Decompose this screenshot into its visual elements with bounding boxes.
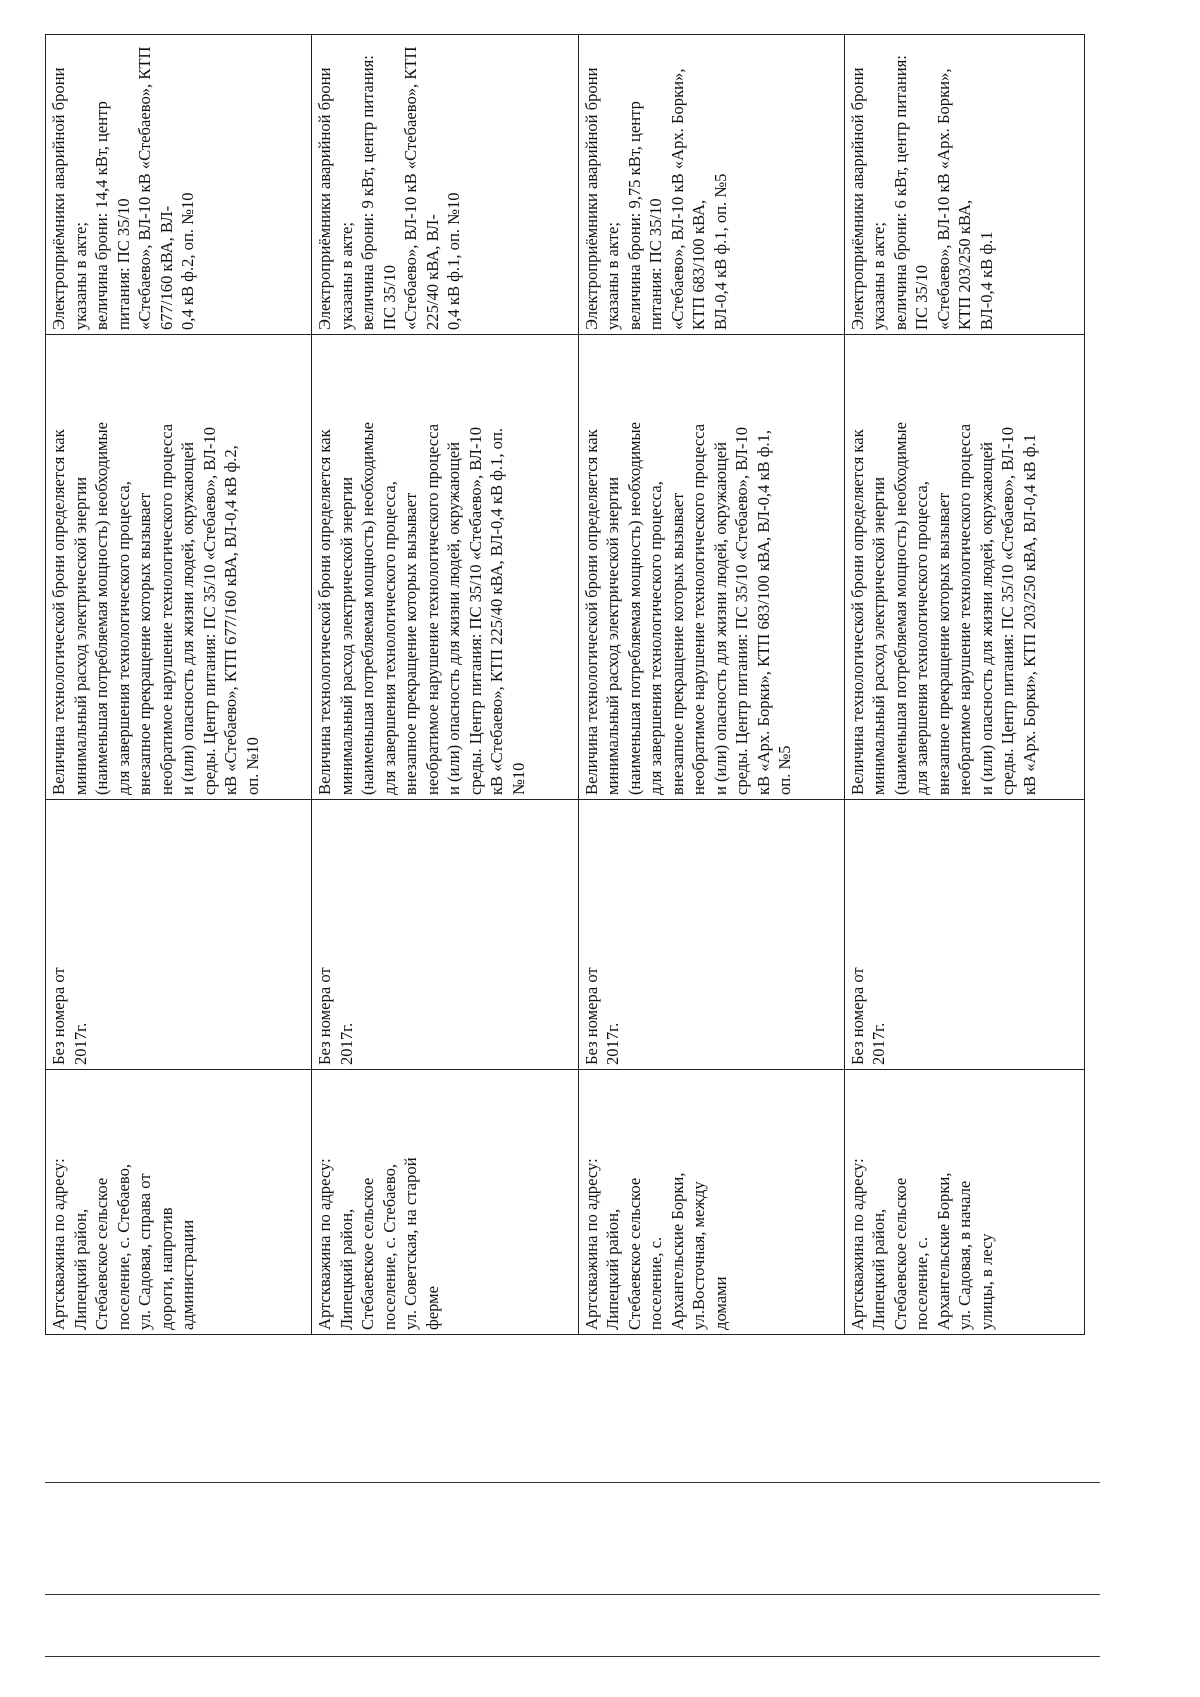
act-number-cell: Без номера от 2017г. [578,800,844,1070]
act-number-cell: Без номера от 2017г. [312,800,578,1070]
act-number-cell: Без номера от 2017г. [46,800,312,1070]
tech-reserve-cell: Величина технологической брони определяется как минимальный расход электрической энергии (наименьшая потребляемая мощность) необходимые для завершения технологического процесса, внезапное прекращение которых вызывает необратимое нарушение технологического процесса и (или) опасность для жизни людей, окружающей среды. Центр питания: ПС 35/10 «Стебаево», ВЛ-10 кВ «Стебаево», КТП 677/160 кВА, ВЛ-0,4 кВ ф.2, оп. №10 [46,335,312,800]
emergency-reserve-cell: Электроприёмники аварийной брони указаны в акте; величина брони: 9,75 кВт, центр питания: ПС 35/10 «Стебаево», ВЛ-10 кВ «Арх. Борки», КТП 683/100 кВА, ВЛ-0,4 кВ ф.1, оп. №5 [578,35,844,335]
act-number-cell: Без номера от 2017г. [844,800,1084,1070]
tech-reserve-cell: Величина технологической брони определяется как минимальный расход электрической энергии (наименьшая потребляемая мощность) необходимые для завершения технологического процесса, внезапное прекращение которых вызывает необратимое нарушение технологического процесса и (или) опасность для жизни людей, окружающей среды. Центр питания: ПС 35/10 «Стебаево», ВЛ-10 кВ «Арх. Борки», КТП 203/250 кВА, ВЛ-0,4 кВ ф.1 [844,335,1084,800]
object-address-cell: Артскважина по адресу: Липецкий район, Стебаевское сельское поселение, с. Архангельские Борки, ул.Восточная, между домами [578,1070,844,1335]
reservation-table [45,34,1085,1335]
object-address-cell: Артскважина по адресу: Липецкий район, Стебаевское сельское поселение, с. Стебаево, ул. Советская, на старой ферме [312,1070,578,1335]
horizontal-rule [45,1482,1100,1483]
table-row [312,35,578,1335]
rotated-table-wrapper [45,35,1085,1335]
horizontal-rule [45,1594,1100,1595]
emergency-reserve-cell: Электроприёмники аварийной брони указаны в акте; величина брони: 6 кВт, центр питания: ПС 35/10 «Стебаево», ВЛ-10 кВ «Арх. Борки», КТП 203/250 кВА, ВЛ-0,4 кВ ф.1 [844,35,1084,335]
table-row [844,35,1084,1335]
object-address-cell: Артскважина по адресу: Липецкий район, Стебаевское сельское поселение, с. Архангельские Борки, ул. Садовая, в начале улицы, в лесу [844,1070,1084,1335]
tech-reserve-cell: Величина технологической брони определяется как минимальный расход электрической энергии (наименьшая потребляемая мощность) необходимые для завершения технологического процесса, внезапное прекращение которых вызывает необратимое нарушение технологического процесса и (или) опасность для жизни людей, окружающей среды. Центр питания: ПС 35/10 «Стебаево», ВЛ-10 кВ «Арх. Борки», КТП 683/100 кВА, ВЛ-0,4 кВ ф.1, оп. №5 [578,335,844,800]
table-row [578,35,844,1335]
horizontal-rule [45,1656,1100,1657]
table-row [46,35,312,1335]
emergency-reserve-cell: Электроприёмники аварийной брони указаны в акте; величина брони: 9 кВт, центр питания: ПС 35/10 «Стебаево», ВЛ-10 кВ «Стебаево», КТП 225/40 кВА, ВЛ- 0,4 кВ ф.1, оп. №10 [312,35,578,335]
tech-reserve-cell: Величина технологической брони определяется как минимальный расход электрической энергии (наименьшая потребляемая мощность) необходимые для завершения технологического процесса, внезапное прекращение которых вызывает необратимое нарушение технологического процесса и (или) опасность для жизни людей, окружающей среды. Центр питания: ПС 35/10 «Стебаево», ВЛ-10 кВ «Стебаево», КТП 225/40 кВА, ВЛ-0,4 кВ ф.1, оп. №10 [312,335,578,800]
emergency-reserve-cell: Электроприёмники аварийной брони указаны в акте; величина брони: 14,4 кВт, центр питания: ПС 35/10 «Стебаево», ВЛ-10 кВ «Стебаево», КТП 677/160 кВА, ВЛ- 0,4 кВ ф.2, оп. №10 [46,35,312,335]
object-address-cell: Артскважина по адресу: Липецкий район, Стебаевское сельское поселение, с. Стебаево, ул. Садовая, справа от дороги, напротив администрации [46,1070,312,1335]
